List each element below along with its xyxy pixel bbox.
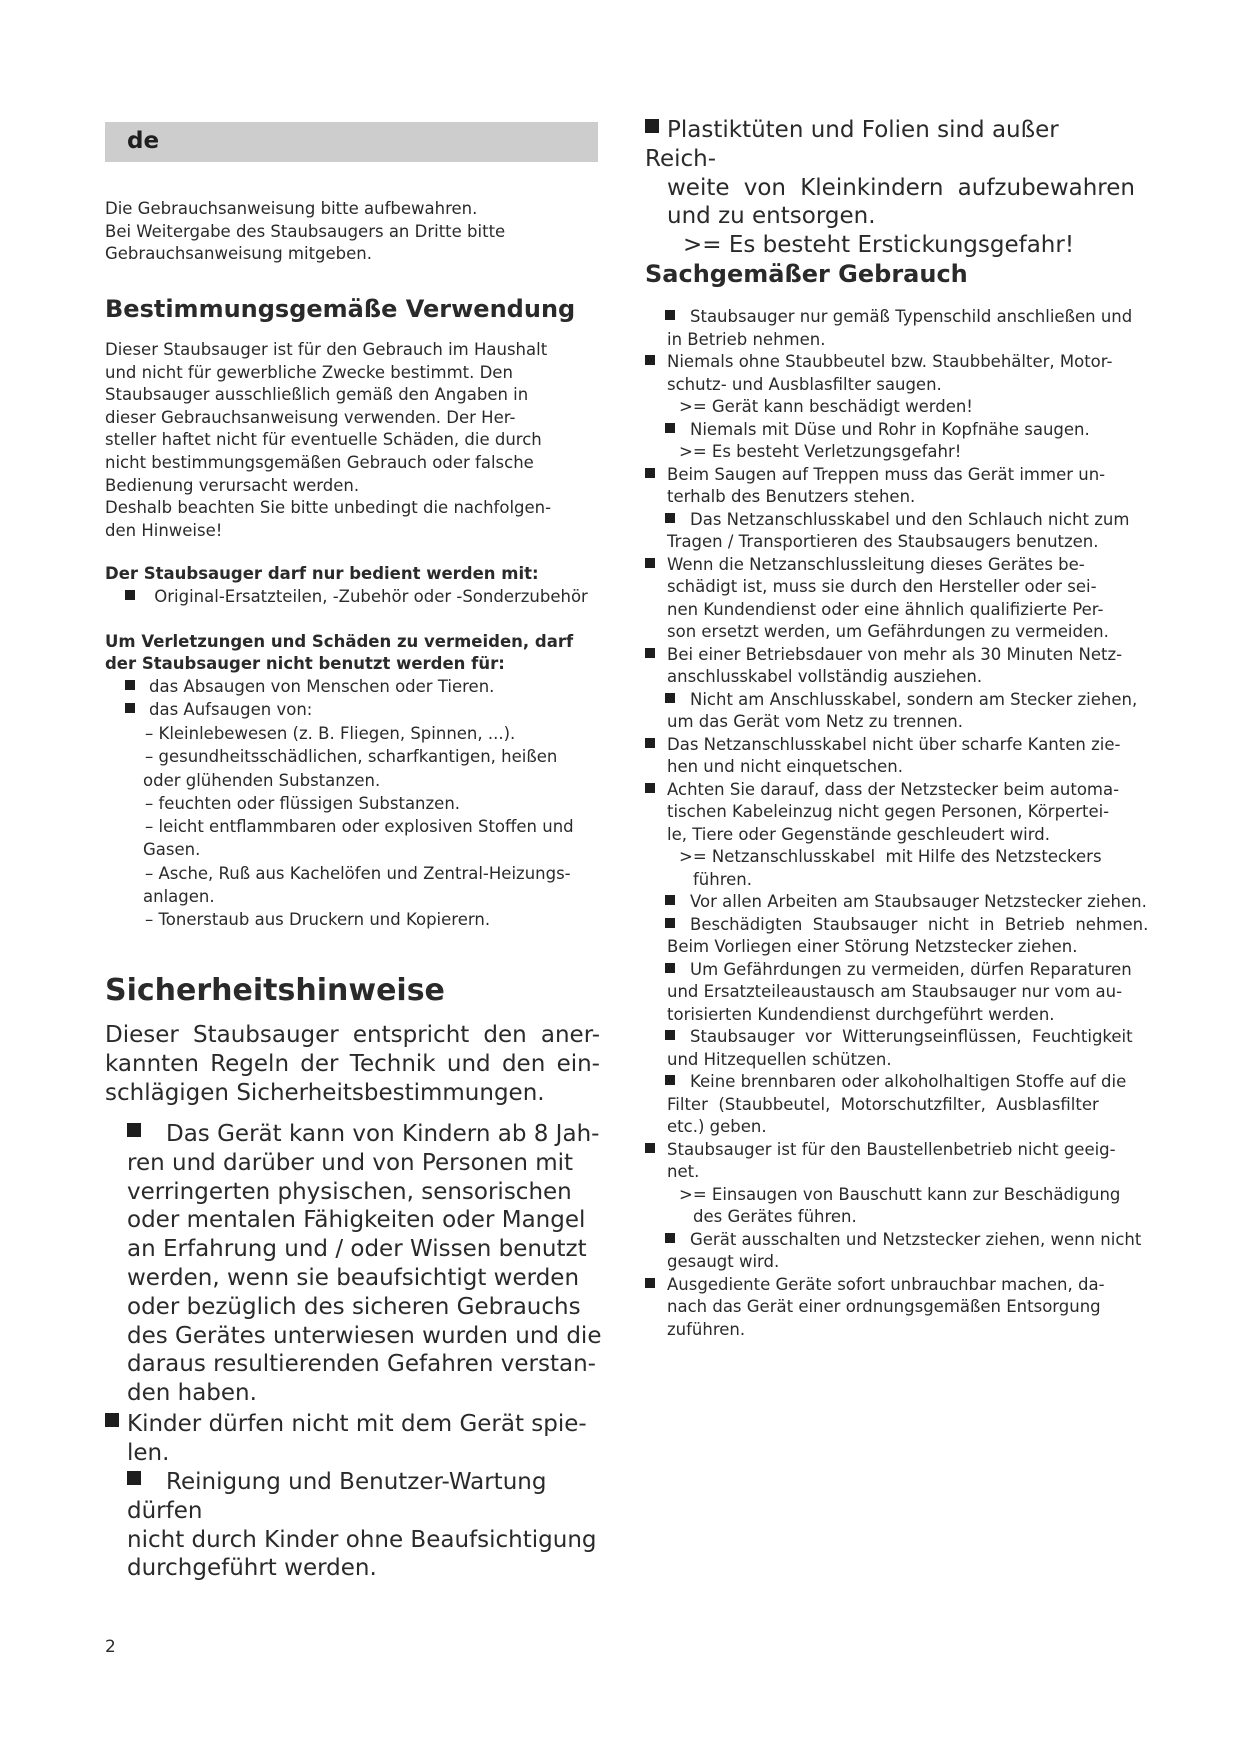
continuation-line bbox=[645, 396, 1170, 419]
bullet-line bbox=[645, 734, 1170, 757]
intro-line: Dieser Staubsauger entspricht den aner- bbox=[105, 1022, 600, 1048]
section-heading-proper-use: Sachgemäßer Gebrauch bbox=[645, 260, 968, 288]
line-text: net. bbox=[667, 1162, 700, 1181]
line-text: anschlusskabel vollständig ausziehen. bbox=[667, 667, 983, 686]
list-item bbox=[125, 676, 494, 699]
item-line-text: Kinder dürfen nicht mit dem Gerät spie- bbox=[127, 1411, 587, 1437]
line-text: Tragen / Transportieren des Staubsaugers benutzen. bbox=[667, 532, 1099, 551]
item-line bbox=[105, 1439, 600, 1468]
intro-line: kannten Regeln der Technik und den ein- bbox=[105, 1050, 600, 1077]
bullet-square-icon bbox=[665, 895, 675, 905]
line-text: Das Netzanschlusskabel und den Schlauch nicht zum bbox=[690, 509, 1130, 529]
item-line bbox=[127, 1468, 603, 1526]
do-not-use-subheading: Um Verletzungen und Schäden zu vermeiden, darf der Staubsauger nicht benutzt werden für: bbox=[105, 632, 574, 673]
continuation-line bbox=[645, 666, 1170, 689]
line-text: Wenn die Netzanschlussleitung dieses Gerätes be- bbox=[667, 554, 1085, 574]
line-text: torisierten Kundendienst durchgeführt werden. bbox=[667, 1004, 1055, 1024]
item-line-text: an Erfahrung und / oder Wissen benutzt bbox=[127, 1236, 587, 1263]
line-text: terhalb des Benutzers stehen. bbox=[667, 487, 916, 506]
line-text: >= Gerät kann beschädigt werden! bbox=[679, 397, 973, 416]
bullet-line bbox=[645, 351, 1170, 374]
continuation-line bbox=[645, 621, 1170, 644]
operate-with-item-text: Original-Ersatzteilen, -Zubehör oder -Sonderzubehör bbox=[154, 587, 588, 606]
continuation-line bbox=[645, 824, 1170, 847]
bullet-square-icon bbox=[665, 513, 675, 523]
safety-item-plastic-bags bbox=[645, 116, 1135, 260]
line-text: und Hitzequellen schützen. bbox=[667, 1049, 892, 1069]
dash-item: oder glühenden Substanzen. bbox=[143, 770, 381, 790]
dash-item: Gasen. bbox=[143, 840, 201, 860]
item-line bbox=[127, 1350, 603, 1379]
operate-with-subheading: Der Staubsauger darf nur bedient werden mit: bbox=[105, 564, 539, 583]
bullet-square-icon bbox=[645, 558, 655, 568]
item-line-text: Plastiktüten und Folien sind außer Reich- bbox=[645, 117, 1059, 172]
bullet-square-icon bbox=[665, 693, 675, 703]
do-not-use-list bbox=[125, 676, 494, 721]
bullet-square-icon bbox=[645, 355, 655, 365]
item-line bbox=[127, 1554, 603, 1583]
continuation-line bbox=[645, 1251, 1170, 1274]
continuation-line bbox=[645, 936, 1170, 959]
paragraph-line: dieser Gebrauchsanweisung verwenden. Der Her- bbox=[105, 407, 516, 427]
intro-line: Die Gebrauchsanweisung bitte aufbewahren. bbox=[105, 199, 478, 218]
safety-item-no-play bbox=[105, 1410, 600, 1468]
bullet-line bbox=[645, 891, 1170, 914]
safety-intro bbox=[105, 1021, 600, 1107]
item-line bbox=[645, 116, 1135, 174]
paragraph-line: Deshalb beachten Sie bitte unbedingt die nachfolgen- bbox=[105, 498, 552, 518]
item-line bbox=[105, 1410, 600, 1439]
bullet-square-icon bbox=[665, 1075, 675, 1085]
intro-line: Gebrauchsanweisung mitgeben. bbox=[105, 244, 372, 264]
line-text: nach das Gerät einer ordnungsgemäßen Entsorgung bbox=[667, 1297, 1101, 1316]
continuation-line bbox=[645, 1184, 1170, 1207]
language-tab bbox=[105, 122, 598, 162]
continuation-line bbox=[645, 869, 1170, 892]
item-line bbox=[127, 1264, 603, 1293]
item-line-text: Reinigung und Benutzer-Wartung dürfen bbox=[127, 1469, 547, 1524]
continuation-line bbox=[645, 1094, 1170, 1117]
line-text: Achten Sie darauf, dass der Netzstecker beim automa- bbox=[667, 779, 1120, 799]
item-line-text: werden, wenn sie beaufsichtigt werden bbox=[127, 1264, 580, 1291]
line-text: und Ersatzteileaustausch am Staubsauger nur vom au- bbox=[667, 982, 1123, 1001]
continuation-line bbox=[645, 374, 1170, 397]
item-line-text: den haben. bbox=[127, 1380, 257, 1407]
bullet-line bbox=[645, 644, 1170, 667]
line-text: son ersetzt werden, um Gefährdungen zu vermeiden. bbox=[667, 622, 1109, 641]
bullet-square-icon bbox=[645, 738, 655, 748]
item-line-text: weite von Kleinkindern aufzubewahren bbox=[667, 174, 1135, 201]
line-text: Bei einer Betriebsdauer von mehr als 30 Minuten Netz- bbox=[667, 644, 1123, 664]
bullet-square-icon bbox=[665, 310, 675, 320]
continuation-line bbox=[645, 531, 1170, 554]
bullet-square-icon bbox=[127, 1471, 141, 1485]
dash-item: – leicht entflammbaren oder explosiven Stoffen und bbox=[145, 817, 574, 837]
line-text: zuführen. bbox=[667, 1319, 746, 1339]
item-line-text: des Gerätes unterwiesen wurden und die bbox=[127, 1322, 602, 1349]
bullet-line bbox=[645, 554, 1170, 577]
continuation-line bbox=[645, 329, 1170, 352]
section-heading-intended-use: Bestimmungsgemäße Verwendung bbox=[105, 295, 576, 323]
line-text: Staubsauger vor Witterungseinflüssen, Feuchtigkeit bbox=[690, 1027, 1133, 1046]
paragraph-line: Staubsauger ausschließlich gemäß den Angaben in bbox=[105, 385, 529, 405]
item-line-text: oder mentalen Fähigkeiten oder Mangel bbox=[127, 1207, 586, 1234]
continuation-line bbox=[645, 441, 1170, 464]
item-line-text: len. bbox=[127, 1439, 170, 1466]
line-text: Beschädigten Staubsauger nicht in Betrieb nehmen. bbox=[690, 914, 1149, 934]
bullet-square-icon bbox=[127, 1123, 141, 1137]
suction-of-list bbox=[145, 722, 574, 932]
line-text: um das Gerät vom Netz zu trennen. bbox=[667, 712, 963, 731]
bullet-square-icon bbox=[665, 963, 675, 973]
continuation-line bbox=[645, 1319, 1170, 1342]
item-line bbox=[127, 1178, 603, 1207]
line-text: in Betrieb nehmen. bbox=[667, 329, 826, 349]
bullet-square-icon bbox=[125, 680, 135, 690]
intro-line: Bei Weitergabe des Staubsaugers an Dritte bitte bbox=[105, 221, 506, 241]
bullet-line bbox=[645, 959, 1170, 982]
bullet-square-icon bbox=[665, 1030, 675, 1040]
line-text: gesaugt wird. bbox=[667, 1252, 780, 1271]
line-text: Staubsauger ist für den Baustellenbetrieb nicht geeig- bbox=[667, 1139, 1116, 1159]
line-text: Niemals ohne Staubbeutel bzw. Staubbehälter, Motor- bbox=[667, 352, 1113, 371]
bullet-square-icon bbox=[665, 918, 675, 928]
list-item-text: das Aufsaugen von: bbox=[149, 699, 313, 719]
bullet-square-icon bbox=[105, 1413, 119, 1427]
proper-use-list bbox=[645, 306, 1170, 1341]
item-line bbox=[127, 1322, 603, 1351]
bullet-line bbox=[645, 306, 1170, 329]
dash-item: – Asche, Ruß aus Kachelöfen und Zentral-Heizungs- bbox=[145, 863, 571, 883]
bullet-square-icon bbox=[645, 119, 659, 133]
item-line bbox=[127, 1526, 603, 1555]
dash-item: anlagen. bbox=[143, 887, 215, 907]
continuation-line bbox=[645, 1049, 1170, 1072]
line-text: schädigt ist, muss sie durch den Hersteller oder sei- bbox=[667, 577, 1097, 596]
line-text: schutz- und Ausblasfilter saugen. bbox=[667, 374, 942, 394]
dash-item: – feuchten oder flüssigen Substanzen. bbox=[145, 793, 461, 813]
intro-text bbox=[105, 198, 505, 266]
line-text: Um Gefährdungen zu vermeiden, dürfen Reparaturen bbox=[690, 959, 1132, 979]
bullet-square-icon bbox=[645, 468, 655, 478]
continuation-line bbox=[645, 1296, 1170, 1319]
bullet-square-icon bbox=[645, 648, 655, 658]
continuation-line bbox=[645, 981, 1170, 1004]
bullet-line bbox=[645, 1071, 1170, 1094]
item-line bbox=[127, 1120, 603, 1149]
bullet-line bbox=[645, 1229, 1170, 1252]
item-line bbox=[127, 1149, 603, 1178]
line-text: tischen Kabeleinzug nicht gegen Personen, Körpertei- bbox=[667, 802, 1110, 821]
line-text: le, Tiere oder Gegenstände geschleudert wird. bbox=[667, 824, 1050, 844]
bullet-line bbox=[645, 689, 1170, 712]
paragraph-line: und nicht für gewerbliche Zwecke bestimmt. Den bbox=[105, 362, 513, 382]
language-label: de bbox=[127, 128, 160, 154]
continuation-line bbox=[645, 1206, 1170, 1229]
bullet-line bbox=[645, 464, 1170, 487]
bullet-square-icon bbox=[125, 703, 135, 713]
line-text: >= Netzanschlusskabel mit Hilfe des Netzsteckers bbox=[679, 847, 1102, 866]
bullet-square-icon bbox=[665, 423, 675, 433]
line-text: Beim Vorliegen einer Störung Netzstecker ziehen. bbox=[667, 937, 1078, 956]
intended-use-paragraph bbox=[105, 339, 551, 542]
paragraph-line: Bedienung verursacht werden. bbox=[105, 475, 360, 495]
line-text: Das Netzanschlusskabel nicht über scharfe Kanten zie- bbox=[667, 734, 1121, 754]
bullet-line bbox=[645, 1274, 1170, 1297]
item-line-text: ren und darüber und von Personen mit bbox=[127, 1149, 574, 1176]
line-text: etc.) geben. bbox=[667, 1117, 767, 1136]
item-line bbox=[127, 1206, 603, 1235]
line-text: Nicht am Anschlusskabel, sondern am Stecker ziehen, bbox=[690, 689, 1138, 709]
line-text: Niemals mit Düse und Rohr in Kopfnähe saugen. bbox=[690, 419, 1090, 439]
item-line-text: und zu entsorgen. bbox=[667, 203, 876, 230]
dash-item: – gesundheitsschädlichen, scharfkantigen, heißen bbox=[145, 747, 558, 767]
item-line-text: oder bezüglich des sicheren Gebrauchs bbox=[127, 1293, 581, 1320]
bullet-line bbox=[645, 779, 1170, 802]
paragraph-line: steller haftet nicht für eventuelle Schäden, die durch bbox=[105, 430, 542, 450]
continuation-line bbox=[645, 756, 1170, 779]
operate-with-item bbox=[125, 586, 588, 609]
line-text: Gerät ausschalten und Netzstecker ziehen, wenn nicht bbox=[690, 1229, 1142, 1249]
bullet-line bbox=[645, 509, 1170, 532]
bullet-line bbox=[645, 419, 1170, 442]
continuation-line bbox=[645, 576, 1170, 599]
line-text: nen Kundendienst oder eine ähnlich qualifizierte Per- bbox=[667, 599, 1104, 619]
line-text: Filter (Staubbeutel, Motorschutzfilter, Ausblasfilter bbox=[667, 1094, 1099, 1114]
item-line-text: verringerten physischen, sensorischen bbox=[127, 1178, 572, 1205]
bullet-square-icon bbox=[125, 590, 135, 600]
line-text: Keine brennbaren oder alkoholhaltigen Stoffe auf die bbox=[690, 1072, 1127, 1091]
bullet-line bbox=[645, 914, 1170, 937]
item-line-text: durchgeführt werden. bbox=[127, 1555, 377, 1582]
bullet-square-icon bbox=[665, 1233, 675, 1243]
item-line-text: Das Gerät kann von Kindern ab 8 Jah- bbox=[166, 1121, 600, 1147]
line-text: >= Es besteht Verletzungsgefahr! bbox=[679, 442, 962, 461]
paragraph-line: den Hinweise! bbox=[105, 520, 223, 540]
continuation-line bbox=[645, 1116, 1170, 1139]
line-text: Staubsauger nur gemäß Typenschild anschließen und bbox=[690, 307, 1133, 326]
continuation-line bbox=[645, 486, 1170, 509]
line-text: Vor allen Arbeiten am Staubsauger Netzstecker ziehen. bbox=[690, 892, 1147, 911]
bullet-line bbox=[645, 1139, 1170, 1162]
dash-item: – Kleinlebewesen (z. B. Fliegen, Spinnen, ...). bbox=[145, 724, 516, 743]
continuation-line bbox=[645, 801, 1170, 824]
item-line bbox=[127, 1235, 603, 1264]
item-line bbox=[645, 231, 1135, 260]
line-text: Ausgediente Geräte sofort unbrauchbar machen, da- bbox=[667, 1274, 1105, 1294]
item-line-text: daraus resultierenden Gefahren verstan- bbox=[127, 1351, 596, 1378]
bullet-square-icon bbox=[645, 1278, 655, 1288]
item-line bbox=[127, 1293, 603, 1322]
paragraph-line: nicht bestimmungsgemäßen Gebrauch oder falsche bbox=[105, 452, 534, 472]
intro-line: schlägigen Sicherheitsbestimmungen. bbox=[105, 1079, 545, 1106]
dash-item: – Tonerstaub aus Druckern und Kopierern. bbox=[145, 910, 491, 930]
item-line-text: >= Es besteht Erstickungsgefahr! bbox=[683, 232, 1075, 259]
line-text: hen und nicht einquetschen. bbox=[667, 757, 903, 776]
paragraph-line: Dieser Staubsauger ist für den Gebrauch im Haushalt bbox=[105, 340, 548, 359]
bullet-square-icon bbox=[645, 1143, 655, 1153]
continuation-line bbox=[645, 1004, 1170, 1027]
section-heading-safety: Sicherheitshinweise bbox=[105, 973, 445, 1008]
item-line-text: nicht durch Kinder ohne Beaufsichtigung bbox=[127, 1526, 597, 1553]
continuation-line bbox=[645, 711, 1170, 734]
safety-item-children-8 bbox=[127, 1120, 603, 1408]
item-line bbox=[645, 202, 1135, 231]
continuation-line bbox=[645, 1161, 1170, 1184]
continuation-line bbox=[645, 599, 1170, 622]
continuation-line bbox=[645, 846, 1170, 869]
line-text: Beim Saugen auf Treppen muss das Gerät immer un- bbox=[667, 464, 1106, 484]
list-item bbox=[125, 699, 494, 722]
item-line bbox=[127, 1379, 603, 1408]
bullet-line bbox=[645, 1026, 1170, 1049]
item-line bbox=[645, 174, 1135, 203]
safety-item-cleaning bbox=[127, 1468, 603, 1583]
line-text: führen. bbox=[693, 869, 752, 889]
list-item-text: das Absaugen von Menschen oder Tieren. bbox=[149, 677, 495, 696]
line-text: des Gerätes führen. bbox=[693, 1207, 857, 1226]
page-number: 2 bbox=[105, 1637, 116, 1657]
line-text: >= Einsaugen von Bauschutt kann zur Beschädigung bbox=[679, 1184, 1121, 1204]
bullet-square-icon bbox=[645, 783, 655, 793]
